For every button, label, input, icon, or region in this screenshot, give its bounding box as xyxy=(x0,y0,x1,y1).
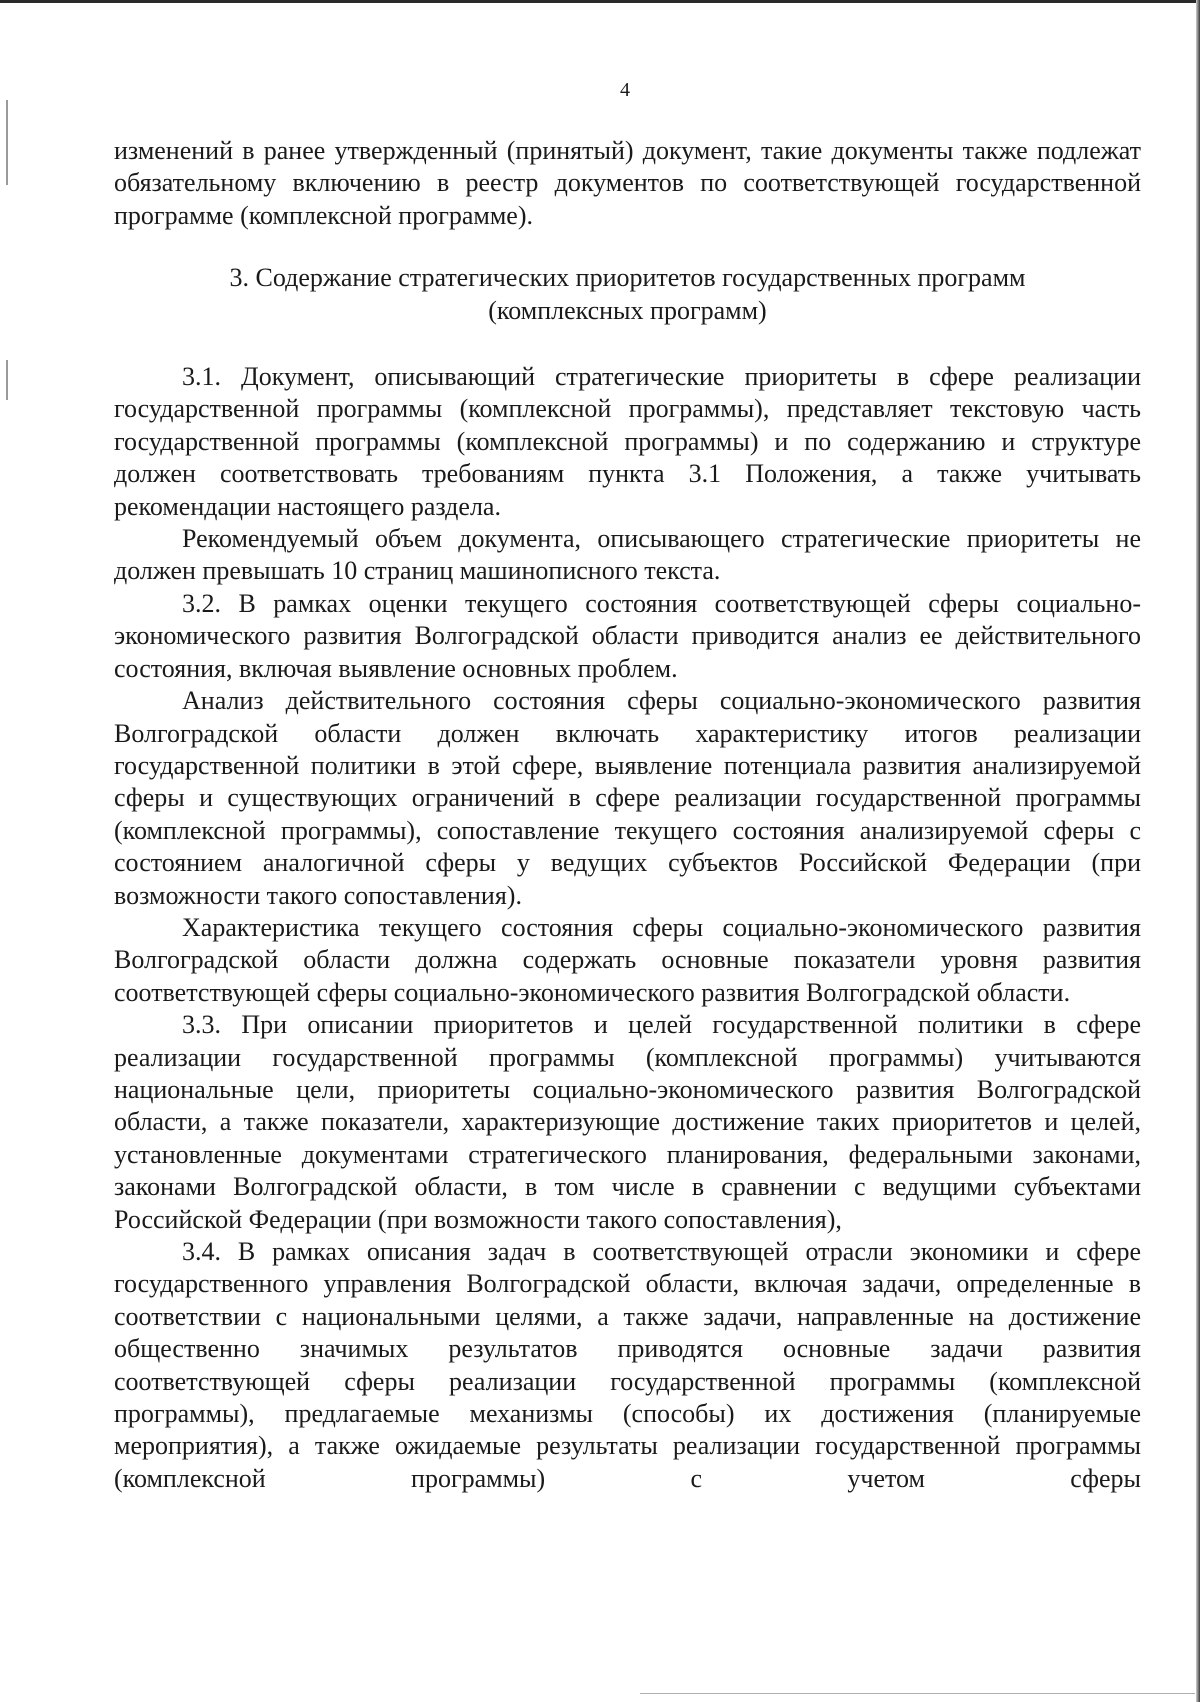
paragraph-continuation: изменений в ранее утвержденный (принятый) документ, такие документы также подлежат обязательному включению в реестр документов по соответствующей государственной программе (комплексной программе). xyxy=(114,136,1141,230)
document-body xyxy=(114,135,1141,1495)
scan-margin-mark xyxy=(6,100,8,185)
section-heading-line1: 3. Содержание стратегических приоритетов государственных программ xyxy=(229,263,1026,293)
paragraph-analysis: Анализ действительного состояния сферы социально-экономического развития Волгоградской области должен включать характеристику итогов реализации государственной политики в этой сфере, выявление потенциала развития анализируемой сферы и существующих ограничений в сфере реализации государственной программы (комплексной программы), сопоставление текущего состояния анализируемой сферы с состоянием аналогичной сферы у ведущих субъектов Российской Федерации (при возможности такого сопоставления). xyxy=(114,686,1141,910)
paragraph-3-4: 3.4. В рамках описания задач в соответствующей отрасли экономики и сфере государственного управления Волгоградской области, включая задачи, определенные в соответствии с национальными целями, а также задачи, направленные на достижение общественно значимых результатов приводятся основные задачи развития соответствующей сферы реализации государственной программы (комплексной программы), предлагаемые механизмы (способы) их достижения (планируемые мероприятия), а также ожидаемые результаты реализации государственной программы (комплексной программы) с учетом сферы xyxy=(114,1237,1141,1493)
scan-bottom-mark xyxy=(640,1693,1195,1694)
paragraph-characteristic: Характеристика текущего состояния сферы социально-экономического развития Волгоградской области должна содержать основные показатели уровня развития соответствующей сферы социально-экономического развития Волгоградской области. xyxy=(114,912,1141,1007)
page-number: 4 xyxy=(620,79,630,101)
scan-top-edge xyxy=(0,0,1200,3)
scan-right-edge xyxy=(1196,0,1200,1702)
paragraph-3-3: 3.3. При описании приоритетов и целей государственной политики в сфере реализации государственной программы (комплексной программы) учитываются национальные цели, приоритеты социально-экономического развития Волгоградской области, а также показатели, характеризующие достижение таких приоритетов и целей, установленные документами стратегического планирования, федеральными законами, законами Волгоградской области, в том числе в сравнении с ведущими субъектами Российской Федерации (при возможности такого сопоставления), xyxy=(114,1010,1141,1234)
paragraph-3-1: 3.1. Документ, описывающий стратегические приоритеты в сфере реализации государственной программы (комплексной программы), представляет текстовую часть государственной программы (комплексной программы) и по содержанию и структуре должен соответствовать требованиям пункта 3.1 Положения, а также учитывать рекомендации настоящего раздела. xyxy=(114,362,1141,521)
section-heading xyxy=(114,262,1141,327)
paragraph-volume: Рекомендуемый объем документа, описывающего стратегические приоритеты не должен превышать 10 страниц машинописного текста. xyxy=(114,524,1141,586)
paragraph-3-2: 3.2. В рамках оценки текущего состояния соответствующей сферы социально-экономического развития Волгоградской области приводится анализ ее действительного состояния, включая выявление основных проблем. xyxy=(114,588,1141,683)
section-heading-line2: (комплексных программ) xyxy=(488,295,767,325)
scan-margin-mark xyxy=(6,360,8,400)
